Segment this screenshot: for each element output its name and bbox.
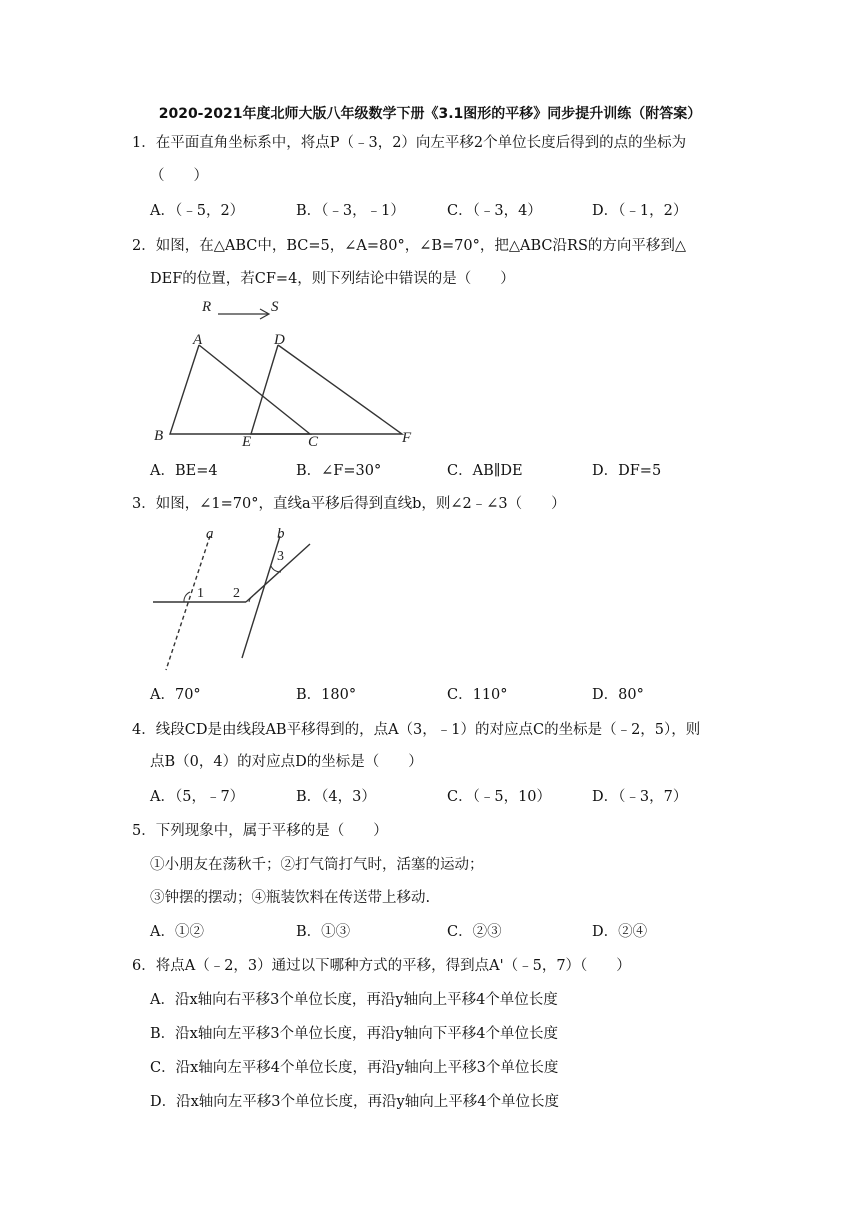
q1-option-c: C．（﹣3，4） [447,203,542,219]
q6-option-a: A．沿x轴向右平移3个单位长度，再沿y轴向上平移4个单位长度 [150,992,558,1008]
q1-option-a: A．（﹣5，2） [150,203,245,219]
label-s: S [271,299,279,315]
q1-option-d: D．（﹣1，2） [592,203,688,219]
q3-option-c: C．110° [447,687,508,703]
q4-option-d: D．（﹣3，7） [592,789,688,805]
label-b: B [154,428,164,444]
label-angle-1: 1 [197,586,204,601]
q4-option-a: A．（5，﹣7） [150,789,245,805]
q3-option-d: D．80° [592,687,644,703]
q4-option-c: C．（﹣5，10） [447,789,552,805]
label-e: E [242,434,252,450]
label-line-b: b [277,526,285,542]
q3-parallel-lines-figure [150,524,330,674]
label-f: F [402,430,412,446]
label-angle-2: 2 [233,586,240,601]
label-d: D [274,332,285,348]
q3-option-b: B．180° [296,687,357,703]
label-angle-3: 3 [277,549,284,564]
q6-stem-line-1: 6．将点A（﹣2，3）通过以下哪种方式的平移，得到点A'（﹣5，7）（ ） [132,958,631,974]
q5-option-c: C．②③ [447,924,502,940]
q4-stem-line-2: 点B（0，4）的对应点D的坐标是（ ） [150,754,423,770]
q2-option-a: A．BE=4 [150,463,218,479]
q1-stem-line-1: 1．在平面直角坐标系中，将点P（﹣3，2）向左平移2个单位长度后得到的点的坐标为 [132,135,687,151]
q3-stem-line-1: 3．如图，∠1=70°，直线a平移后得到直线b，则∠2﹣∠3（ ） [132,496,566,512]
label-c: C [308,434,319,450]
q5-stem-line-1: 5．下列现象中，属于平移的是（ ） [132,823,388,839]
q3-option-a: A．70° [150,687,201,703]
q1-option-b: B．（﹣3，﹣1） [296,203,405,219]
q6-option-d: D．沿x轴向左平移3个单位长度，再沿y轴向上平移4个单位长度 [150,1094,559,1110]
label-r: R [202,299,212,315]
q2-option-d: D．DF=5 [592,463,662,479]
q5-stem-line-3: ③钟摆的摆动；④瓶装饮料在传送带上移动. [150,890,431,906]
label-a: A [193,332,203,348]
q2-triangle-figure [140,292,440,452]
q5-option-d: D．②④ [592,924,648,940]
q2-option-c: C．AB∥DE [447,463,523,479]
q4-option-b: B．（4，3） [296,789,376,805]
page-title: 2020-2021年度北师大版八年级数学下册《3.1图形的平移》同步提升训练（附答案） [158,106,702,122]
q2-stem-line-1: 2．如图，在△ABC中，BC=5，∠A=80°，∠B=70°，把△ABC沿RS的方向平移到△ [132,238,687,254]
q4-stem-line-1: 4．线段CD是由线段AB平移得到的，点A（3，﹣1）的对应点C的坐标是（﹣2，5），则 [132,722,701,738]
q5-option-a: A．①② [150,924,204,940]
q6-option-c: C．沿x轴向左平移4个单位长度，再沿y轴向上平移3个单位长度 [150,1060,559,1076]
q5-option-b: B．①③ [296,924,351,940]
q2-option-b: B．∠F=30° [296,463,382,479]
label-line-a: a [206,526,214,542]
q5-stem-line-2: ①小朋友在荡秋千；②打气筒打气时，活塞的运动； [150,857,484,873]
q2-stem-line-2: DEF的位置，若CF=4，则下列结论中错误的是（ ） [150,271,515,287]
q1-stem-line-2: （ ） [150,168,208,184]
q6-option-b: B．沿x轴向左平移3个单位长度，再沿y轴向下平移4个单位长度 [150,1026,558,1042]
